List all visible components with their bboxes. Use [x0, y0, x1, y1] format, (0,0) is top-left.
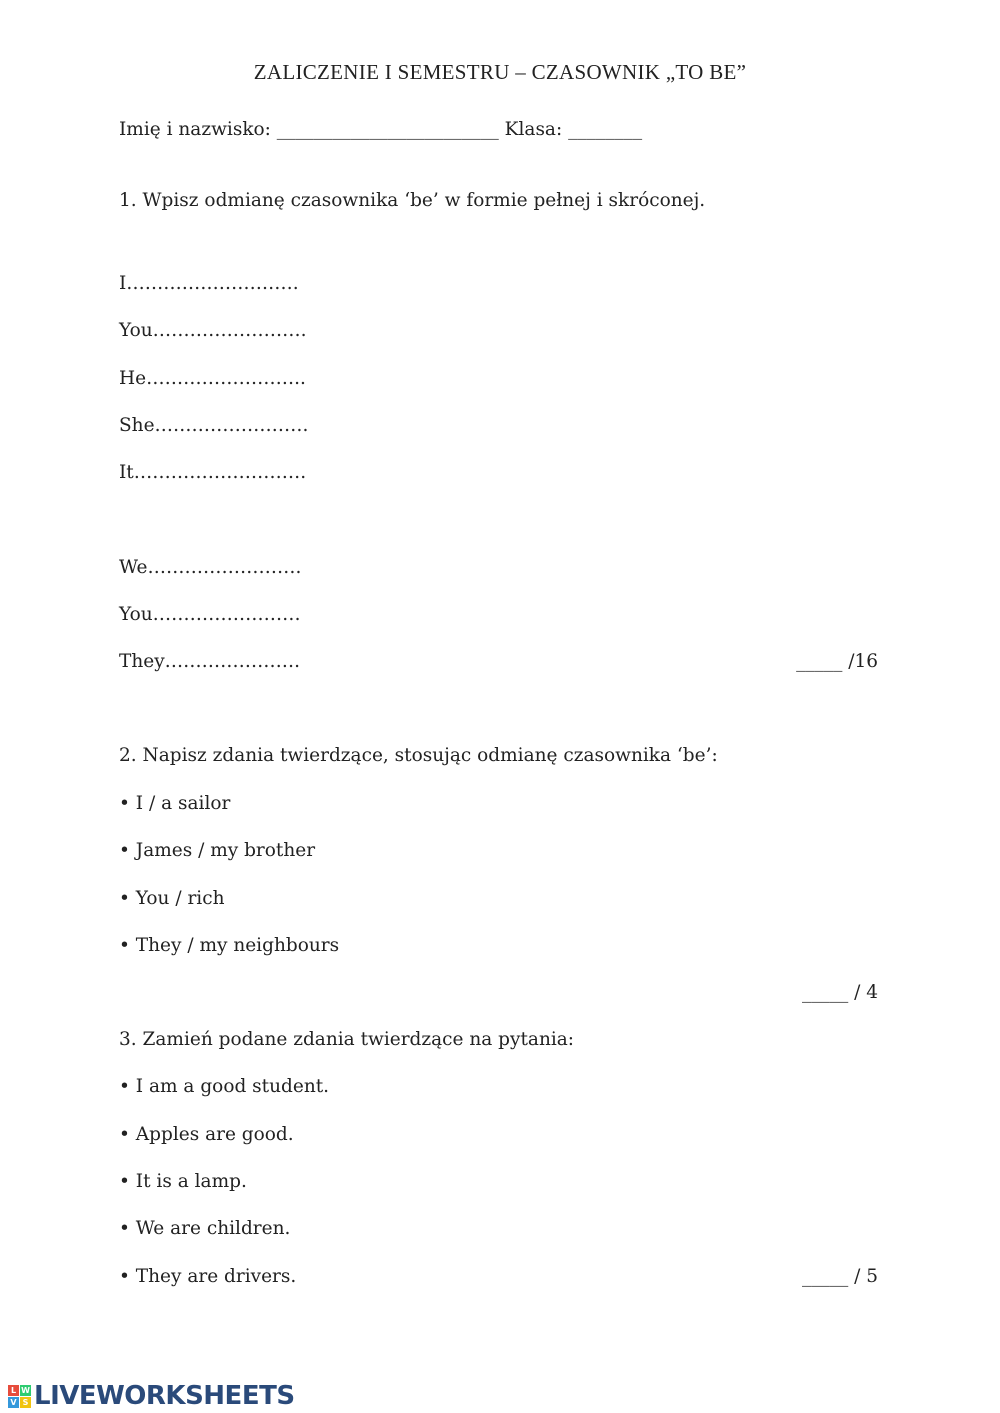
task2-instruction: 2. Napisz zdania twierdzące, stosując odmianę czasownika ‘be’:	[119, 745, 718, 766]
conjugation-line-we[interactable]: We…………………….	[119, 557, 302, 578]
conjugation-line-i[interactable]: I……………………….	[119, 273, 299, 294]
task3-instruction: 3. Zamień podane zdania twierdzące na pytania:	[119, 1029, 575, 1050]
logo-text: LIVEWORKSHEETS	[34, 1381, 295, 1411]
logo-square: V	[8, 1397, 19, 1408]
task3-item: • Apples are good.	[119, 1124, 294, 1145]
conjugation-line-it[interactable]: It……………………….	[119, 462, 307, 483]
task1-instruction: 1. Wpisz odmianę czasownika ‘be’ w formie pełnej i skróconej.	[119, 190, 706, 211]
task3-item: • We are children.	[119, 1218, 291, 1239]
logo-square: W	[21, 1385, 30, 1395]
logo-squares-icon	[8, 1385, 31, 1408]
conjugation-line-they[interactable]: They………………….	[119, 651, 301, 672]
task3-score: _____ / 5	[801, 1266, 878, 1287]
task3-item: • It is a lamp.	[119, 1171, 247, 1192]
task1-score: _____ /16	[796, 651, 878, 672]
task2-item: • I / a sailor	[119, 793, 231, 814]
conjugation-line-you[interactable]: You…………………….	[119, 320, 307, 341]
conjugation-line-she[interactable]: She…………………….	[119, 415, 309, 436]
conjugation-line-he[interactable]: He……………………..	[119, 368, 306, 389]
task2-item: • James / my brother	[119, 840, 316, 861]
conjugation-line-you-plural[interactable]: You……………………	[119, 604, 301, 625]
task3-item: • They are drivers.	[119, 1266, 297, 1287]
task2-item: • They / my neighbours	[119, 935, 340, 956]
task3-item: • I am a good student.	[119, 1076, 330, 1097]
task2-score: _____ / 4	[801, 982, 878, 1003]
name-class-line[interactable]: Imię i nazwisko: ________________________ Klasa: ________	[119, 119, 643, 140]
liveworksheets-logo[interactable]	[8, 1381, 295, 1411]
logo-square: L	[8, 1385, 19, 1396]
task2-item: • You / rich	[119, 888, 225, 909]
page-title: ZALICZENIE I SEMESTRU – CZASOWNIK „TO BE”	[253, 60, 747, 84]
logo-square: S	[20, 1397, 31, 1408]
